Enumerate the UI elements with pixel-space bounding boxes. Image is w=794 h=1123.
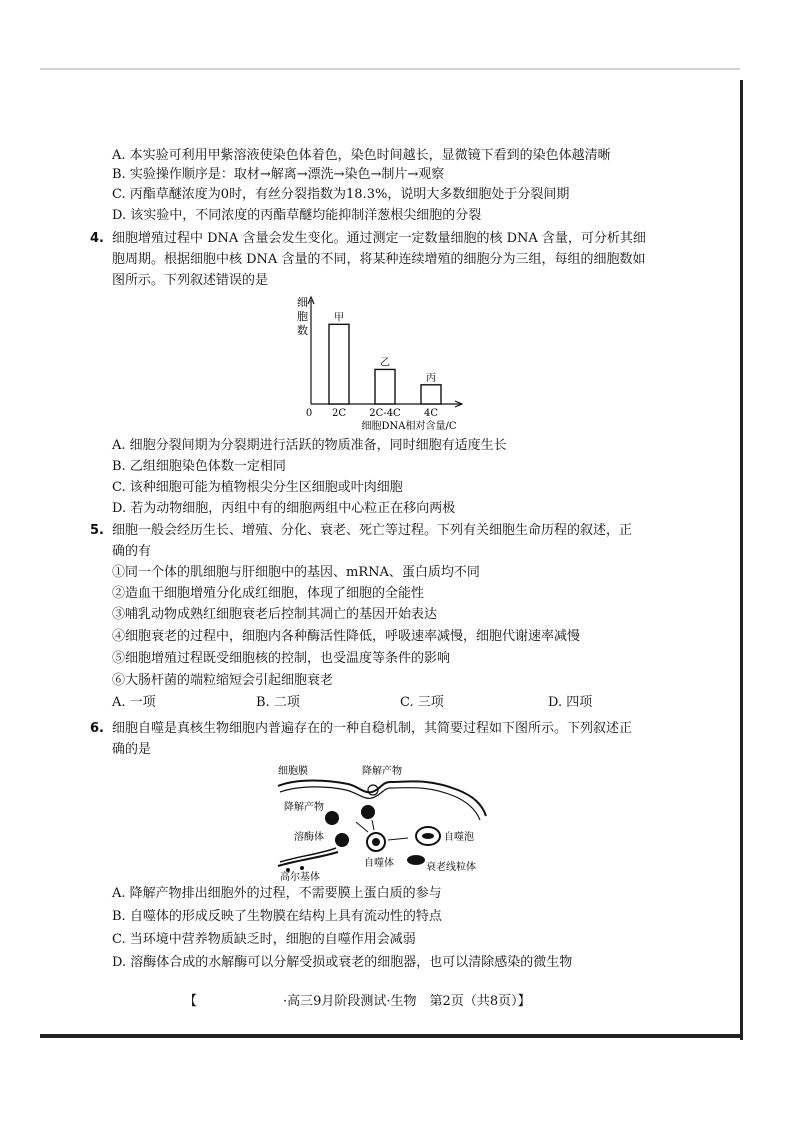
golgi-cisterna-1 xyxy=(278,852,338,866)
q5-choice-c: C. 三项 xyxy=(400,695,444,710)
q5-statement-6: ⑥大肠杆菌的端粒缩短会引起细胞衰老 xyxy=(112,673,334,688)
lysosome-3 xyxy=(335,833,349,847)
q6-option-d: D. 溶酶体合成的水解酶可以分解受损或衰老的细胞器，也可以清除感染的微生物 xyxy=(112,955,573,970)
q4-stem-line-2: 胞周期。根据细胞中核 DNA 含量的不同，将某种连续增殖的细胞分为三组，每组的细胞数如 xyxy=(112,252,646,267)
q3-option-a: A. 本实验可利用甲紫溶液使染色体着色，染色时间越长，显微镜下看到的染色体越清晰 xyxy=(112,148,611,163)
q4-option-d: D. 若为动物细胞，丙组中有的细胞两组中心粒正在移向两极 xyxy=(112,501,456,516)
q5-statement-1: ①同一个体的肌细胞与肝细胞中的基因、mRNA、蛋白质均不同 xyxy=(112,565,480,580)
q4-option-b: B. 乙组细胞染色体数一定相同 xyxy=(112,459,286,474)
scan-edge-right xyxy=(740,80,743,1040)
bar-1 xyxy=(329,324,349,404)
q3-option-b: B. 实验操作顺序是：取材→解离→漂洗→染色→制片→观察 xyxy=(112,167,445,182)
label-autolysosome: 自噬体 xyxy=(364,858,394,869)
q3-option-d: D. 该实验中，不同浓度的丙酯草醚均能抑制洋葱根尖细胞的分裂 xyxy=(112,208,482,223)
label-golgi: 高尔基体 xyxy=(280,872,320,882)
autophagosome-content xyxy=(422,833,434,839)
bars xyxy=(329,311,441,419)
q5-statement-3: ③哺乳动物成熟红细胞衰老后控制其凋亡的基因开始表达 xyxy=(112,607,438,622)
page-footer xyxy=(184,990,531,1009)
q5-stem-line-1: 细胞一般会经历生长、增殖、分化、衰老、死亡等过程。下列有关细胞生命历程的叙述，正 xyxy=(112,523,633,538)
label-degradation-top: 降解产物 xyxy=(362,766,402,777)
q3-option-c: C. 丙酯草醚浓度为0时，有丝分裂指数为18.3%，说明大多数细胞处于分裂间期 xyxy=(112,187,570,202)
origin-label: 0 xyxy=(305,408,313,419)
q5-choice-a: A. 一项 xyxy=(112,695,156,710)
x-tick-label-3: 4C xyxy=(423,408,439,419)
bar-label-1: 甲 xyxy=(334,312,344,324)
q5-statement-4: ④细胞衰老的过程中，细胞内各种酶活性降低，呼吸速率减慢，细胞代谢速率减慢 xyxy=(112,629,581,644)
x-tick-label-2: 2C-4C xyxy=(369,408,401,419)
q6-option-a: A. 降解产物排出细胞外的过程，不需要膜上蛋白质的参与 xyxy=(112,886,442,901)
label-lysosome: 溶酶体 xyxy=(294,832,324,843)
q5-statement-5: ⑤细胞增殖过程既受细胞核的控制，也受温度等条件的影响 xyxy=(112,651,451,666)
bar-label-3: 丙 xyxy=(426,372,436,384)
q5-choice-b: B. 二项 xyxy=(256,695,300,710)
q5-stem-line-2: 确的有 xyxy=(112,544,152,559)
label-degradation-left: 降解产物 xyxy=(284,802,324,813)
x-tick-label-1: 2C xyxy=(331,408,347,419)
q4-option-c: C. 该种细胞可能为植物根尖分生区细胞或叶肉细胞 xyxy=(112,480,403,495)
arrow-2 xyxy=(372,820,374,830)
dna-content-bar-chart xyxy=(285,292,485,432)
footer-text: ·高三9月阶段测试·生物 第2页（共8页）】 xyxy=(283,994,531,1009)
q6-stem-line-1: 细胞自噬是真核生物细胞内普遍存在的一种自稳机制，其简要过程如下图所示。下列叙述正 xyxy=(112,721,633,736)
scan-edge-bottom xyxy=(40,1034,740,1038)
q6-option-b: B. 自噬体的形成反映了生物膜在结构上具有流动性的特点 xyxy=(112,909,442,924)
x-axis-title: 细胞DNA相对含量/C xyxy=(361,421,457,432)
autolysosome-core xyxy=(372,838,380,846)
bar-label-2: 乙 xyxy=(380,357,390,369)
y-axis-title-char-1: 细 xyxy=(297,296,308,309)
y-axis-title-char-3: 数 xyxy=(297,324,308,337)
arrow-3 xyxy=(388,838,408,840)
arrow-1 xyxy=(356,822,368,832)
q6-stem-line-2: 确的是 xyxy=(112,742,152,757)
label-cell-membrane: 细胞膜 xyxy=(278,766,308,777)
q4-stem-line-1: 细胞增殖过程中 DNA 含量会发生变化。通过测定一定数量细胞的核 DNA 含量，可分析其细 xyxy=(112,231,646,246)
footer-bracket: 【 xyxy=(184,994,198,1009)
q4-stem-line-3: 图所示。下列叙述错误的是 xyxy=(112,273,269,288)
lysosome-1 xyxy=(325,811,339,825)
y-axis-title xyxy=(297,296,308,337)
bar-2 xyxy=(375,369,395,404)
q4-number: 4. xyxy=(90,231,104,246)
y-axis-title-char-2: 胞 xyxy=(297,310,308,323)
q5-statement-2: ②造血干细胞增殖分化成红细胞，体现了细胞的全能性 xyxy=(112,586,425,601)
q6-option-c: C. 当环境中营养物质缺乏时，细胞的自噬作用会减弱 xyxy=(112,932,416,947)
autophagy-diagram xyxy=(268,760,498,882)
q6-number: 6. xyxy=(90,721,104,736)
lysosome-2 xyxy=(361,805,375,819)
q5-choice-d: D. 四项 xyxy=(548,695,593,710)
bar-3 xyxy=(421,385,441,404)
q5-number: 5. xyxy=(90,523,104,538)
label-aging-mitochondrion: 衰老线粒体 xyxy=(426,862,476,873)
scan-edge-top xyxy=(40,68,740,70)
label-autophagosome: 自噬泡 xyxy=(444,832,474,843)
aging-mitochondrion xyxy=(407,855,425,865)
q4-option-a: A. 细胞分裂间期为分裂期进行活跃的物质准备，同时细胞有适度生长 xyxy=(112,438,507,453)
golgi-vesicle-2 xyxy=(300,866,304,870)
